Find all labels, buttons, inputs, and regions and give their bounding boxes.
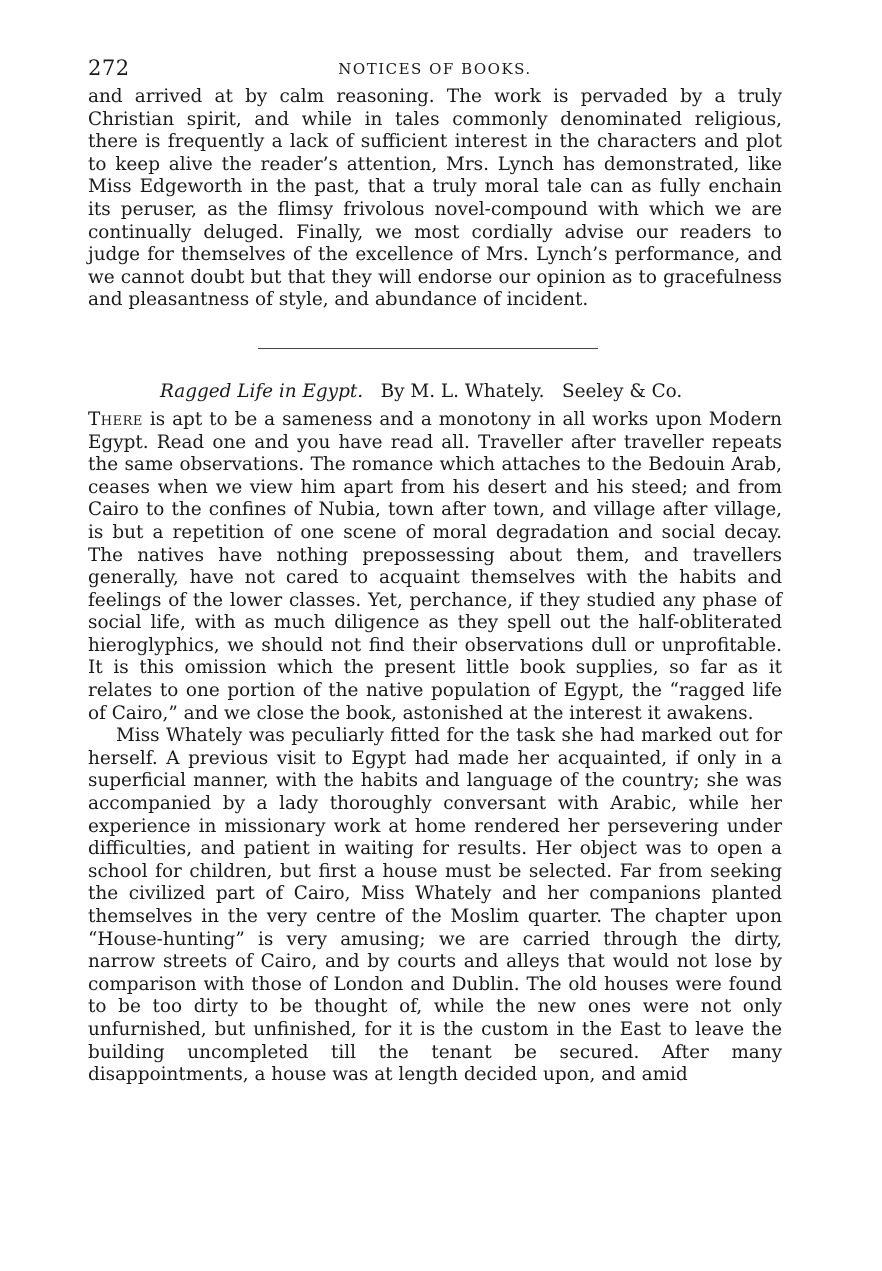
book-byline: By M. L. Whately. (380, 380, 545, 402)
review-heading (160, 381, 782, 403)
book-title: Ragged Life in Egypt. (160, 380, 364, 402)
review-paragraph-2: Miss Whately was peculiarly fitted for the task she had marked out for herself. A previous visit to Egypt had made her acquainted, if only in a superficial manner, with the habits and language of the country; she was accompanied by a lady thoroughly conversant with Arabic, while her experience in missionary work at home rendered her persevering under difficulties, and patient in waiting for results. Her object was to open a school for children, but first a house must be selected. Far from seeking the civilized part of Cairo, Miss Whately and her companions planted themselves in the very centre of the Moslim quarter. The chapter upon “House-hunting” is very amusing; we are carried through the dirty, narrow streets of Cairo, and by courts and alleys that would not lose by comparison with those of London and Dublin. The old houses were found to be too dirty to be thought of, while the new ones were not only unfurnished, but unfinished, for it is the custom in the East to leave the building uncompleted till the tenant be secured. After many disappointments, a house was at length decided upon, and amid (88, 725, 782, 1086)
review-paragraph-1-text: is apt to be a sameness and a monotony in all works upon Modern Egypt. Read one and you have read all. Traveller after traveller repeats the same observations. The romance which attaches to the Bedouin Arab, ceases when we view him apart from his desert and his steed; and from Cairo to the confines of Nubia, town after town, and village after village, is but a repetition of one scene of moral degradation and social decay. The natives have nothing prepossessing about them, and travellers generally, have not cared to acquaint themselves with the habits and feelings of the lower classes. Yet, perchance, if they studied any phase of social life, with as much diligence as they spell out the half-obliterated hieroglyphics, we should not find their observations dull or unprofitable. It is this omission which the present little book supplies, so far as it relates to one portion of the native population of Egypt, the “ragged life of Cairo,” and we close the book, astonished at the interest it awakens. (88, 408, 782, 724)
continuation-text (88, 86, 782, 312)
book-publisher: Seeley & Co. (562, 380, 683, 402)
running-head (88, 56, 782, 86)
section-divider (258, 348, 598, 349)
running-title: NOTICES OF BOOKS. (338, 60, 532, 78)
continuation-paragraph: and arrived at by calm reasoning. The work is pervaded by a truly Christian spirit, and while in tales commonly denominated religious, there is frequently a lack of sufficient interest in the characters and plot to keep alive the reader’s attention, Mrs. Lynch has demonstrated, like Miss Edgeworth in the past, that a truly moral tale can as fully enchain its peruser, as the flimsy frivolous novel-compound with which we are continually deluged. Finally, we most cordially advise our readers to judge for themselves of the excellence of Mrs. Lynch’s performance, and we cannot doubt but that they will endorse our opinion as to gracefulness and pleasantness of style, and abundance of incident. (88, 86, 782, 311)
review-first-word: There (88, 408, 143, 430)
book-page (88, 56, 782, 1087)
review-paragraph-1 (88, 409, 782, 725)
page-number: 272 (88, 56, 130, 80)
review-body (88, 409, 782, 1087)
